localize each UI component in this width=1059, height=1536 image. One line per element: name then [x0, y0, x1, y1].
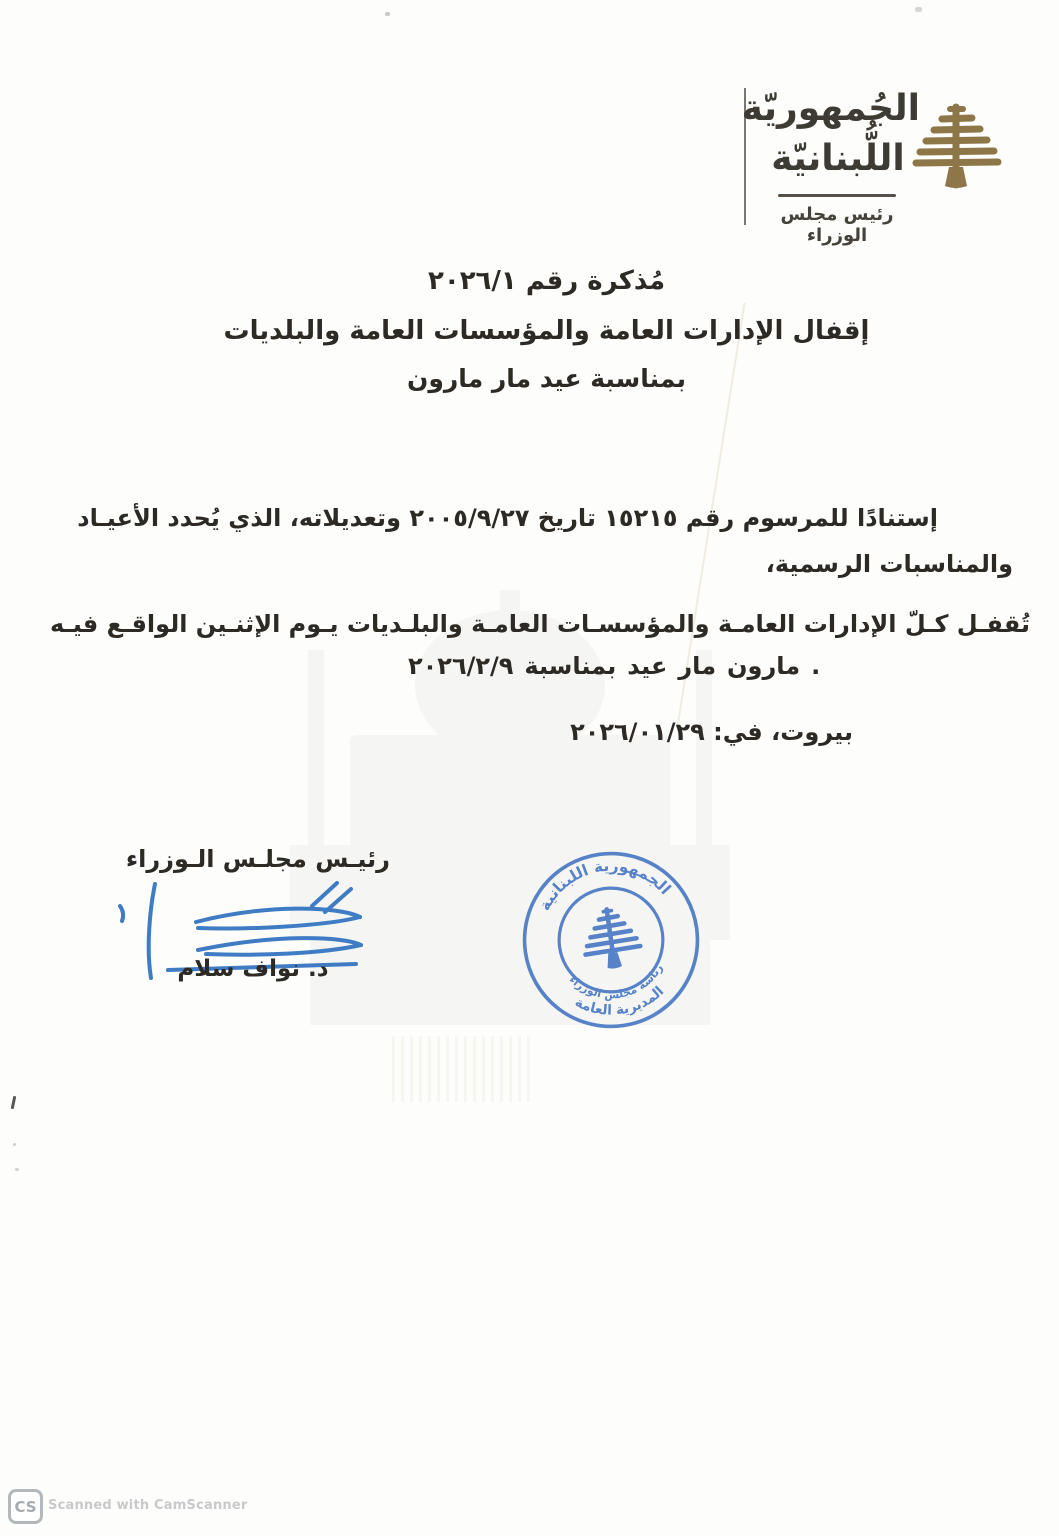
- stamp-ring-top-text: الجمهورية اللبنانية: [535, 856, 675, 914]
- ink-mark-artifact: [11, 1096, 17, 1109]
- republic-calligraphy-line2: اللُّبنانيّة: [771, 137, 905, 179]
- scan-speck: [385, 12, 390, 16]
- paragraph2-word: مارون: [727, 652, 801, 680]
- paragraph2-word: بمناسبة: [524, 652, 617, 680]
- memo-subject-line2: بمناسبة عيد مار مارون: [407, 364, 686, 393]
- memo-subject-line1: إقفال الإدارات العامة والمؤسسات العامة والبلديات: [223, 316, 870, 346]
- dateline: بيروت، في: ٢٠٢٦/٠١/٢٩: [570, 718, 853, 746]
- letterhead-divider: [778, 194, 896, 197]
- paragraph2-line1: تُقفـل كـلّ الإدارات العامـة والمؤسسـات العامـة والبلـديات يـوم الإثنـين الواقـع فيـه: [49, 610, 1030, 638]
- cedar-logo-icon: [906, 93, 1006, 193]
- stamp-ring-bottom-text1: رئاسة مجلس الوزراء: [566, 961, 666, 1002]
- signatory-name: د. نواف سلام: [177, 956, 329, 982]
- paragraph2-word: مار: [678, 652, 717, 680]
- pm-office-calligraphy: رئيس مجلس الوزراء: [780, 204, 894, 246]
- paragraph2-line2: [408, 652, 820, 680]
- closure-date: ٢٠٢٦/٢/٩: [408, 652, 514, 680]
- stamp-ring-bottom-text2: المديرية العامة: [572, 983, 668, 1019]
- scan-speck: [915, 7, 922, 12]
- signatory-title: رئيـس مجلـس الـوزراء: [125, 845, 390, 873]
- camscanner-badge-icon: CS: [8, 1489, 43, 1524]
- memo-title: مُذكرة رقم ٢٠٢٦/١: [427, 266, 666, 296]
- republic-calligraphy: [741, 84, 920, 183]
- camscanner-watermark-text: Scanned with CamScanner: [48, 1498, 248, 1513]
- paragraph1-line1: إستنادًا للمرسوم رقم ١٥٢١٥ تاريخ ٢٠٠٥/٩/٢٧ وتعديلاته، الذي يُحدد الأعيـاد: [77, 504, 938, 532]
- stamp-cedar-icon: [580, 905, 643, 972]
- paragraph2-word: عيد: [627, 652, 668, 680]
- official-stamp: [508, 837, 714, 1043]
- scan-speck: [15, 1168, 19, 1171]
- paragraph1-line2: والمناسبات الرسمية،: [765, 550, 1013, 578]
- republic-calligraphy-line1: الجُمهوريّة: [741, 88, 920, 129]
- scan-speck: [13, 1143, 16, 1146]
- sentence-period: .: [811, 652, 821, 680]
